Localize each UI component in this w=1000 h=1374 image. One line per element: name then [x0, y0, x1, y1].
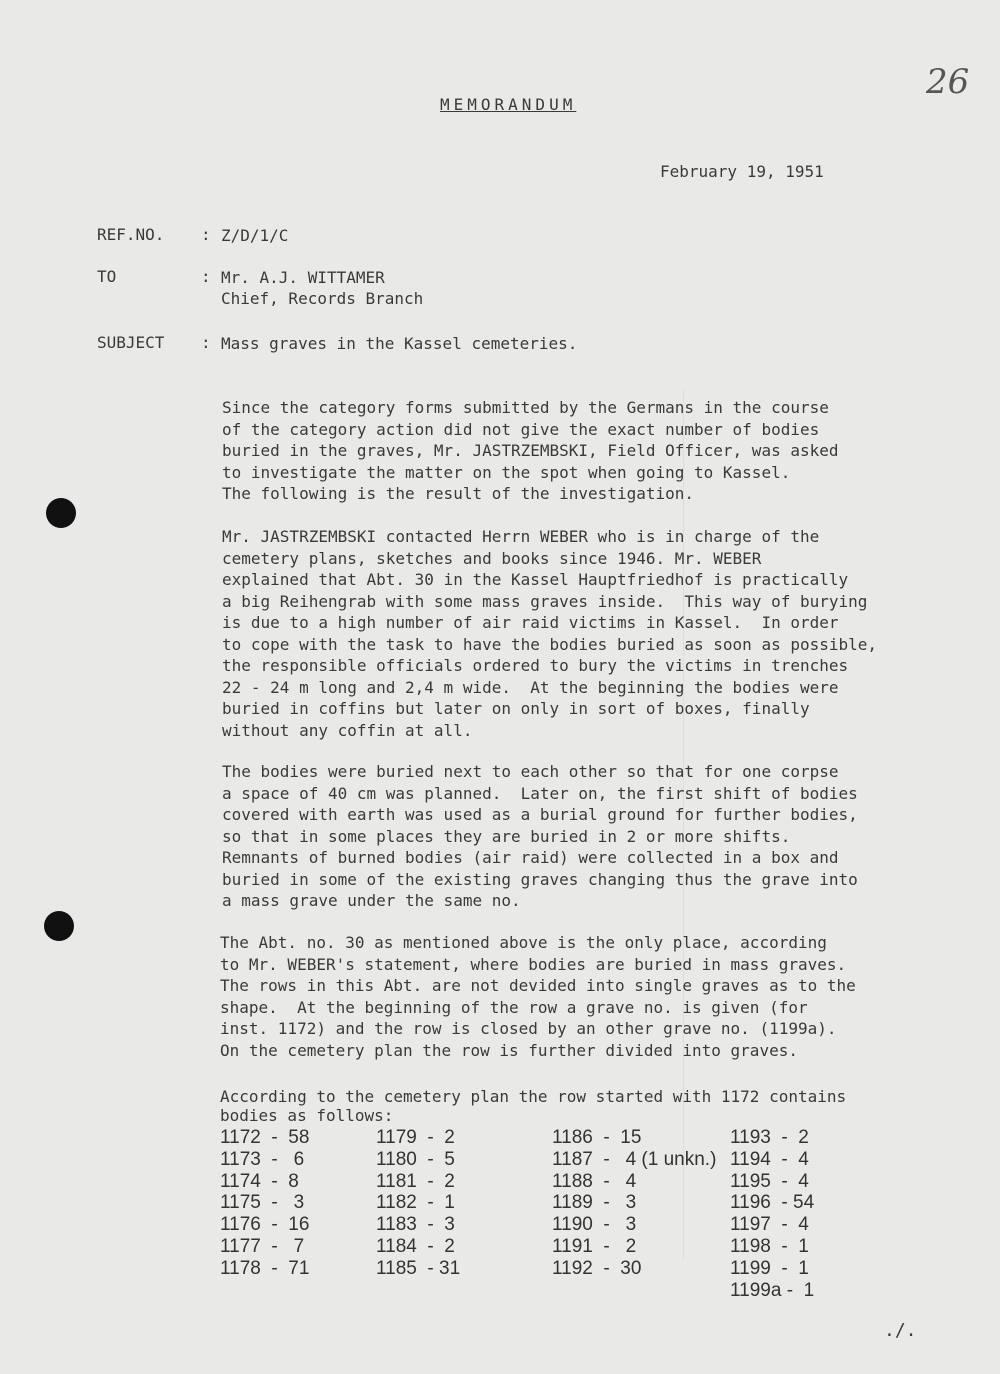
paragraph-1	[222, 397, 942, 505]
para-line: the responsible officials ordered to bury the victims in trenches	[222, 656, 849, 675]
to-value	[221, 267, 423, 309]
table-cell: 1188 - 4	[552, 1170, 637, 1192]
table-column-4	[730, 1127, 814, 1301]
table-cell: 1179 - 2	[376, 1127, 455, 1148]
table-column-3	[552, 1127, 716, 1280]
paragraph-4	[220, 932, 940, 1061]
para-line: Remnants of burned bodies (air raid) were collected in a box and	[222, 848, 839, 867]
table-cell: 1191 - 2	[552, 1235, 637, 1257]
para-line: so that in some places they are buried in 2 or more shifts.	[222, 826, 791, 846]
table-column-2	[376, 1127, 460, 1280]
table-cell: 1189 - 3	[552, 1192, 637, 1214]
table-cell: 1183 - 3	[376, 1214, 455, 1236]
para-line: without any coffin at all.	[222, 720, 473, 740]
para-line: a space of 40 cm was planned. Later on, the first shift of bodies	[222, 783, 858, 803]
table-cell: 1199a - 1	[730, 1279, 815, 1301]
table-cell: 1187 - 4 (1 unkn.)	[552, 1148, 717, 1170]
punch-hole-top	[46, 498, 76, 528]
to-sep: :	[201, 267, 211, 286]
page-number: 26	[926, 62, 970, 102]
table-cell: 1181 - 2	[376, 1170, 455, 1192]
table-cell: 1182 - 1	[376, 1192, 455, 1214]
ref-value: Z/D/1/C	[221, 226, 289, 245]
para-line: to cope with the task to have the bodies buried as soon as possible,	[222, 634, 878, 654]
para-line: The Abt. no. 30 as mentioned above is the only place, according	[220, 933, 827, 952]
table-cell: 1195 - 4	[730, 1170, 809, 1192]
table-cell: 1192 - 30	[552, 1257, 642, 1279]
para-line: The bodies were buried next to each other so that for one corpse	[222, 762, 839, 781]
subject-row	[97, 333, 577, 354]
continuation-mark: ./.	[884, 1320, 917, 1341]
memo-date: February 19, 1951	[660, 162, 824, 181]
para-line: buried in coffins but later on only in sort of boxes, finally	[222, 699, 810, 718]
para-line: to investigate the matter on the spot when going to Kassel.	[222, 462, 791, 482]
para-line: buried in some of the existing graves changing thus the grave into	[222, 869, 858, 889]
table-cell: 1177 - 7	[220, 1235, 305, 1257]
para-line: shape. At the beginning of the row a grave no. is given (for	[220, 997, 808, 1017]
table-cell: 1197 - 4	[730, 1214, 809, 1236]
table-cell: 1199 - 1	[730, 1257, 809, 1279]
table-cell: 1186 - 15	[552, 1127, 642, 1148]
subject-label: SUBJECT	[97, 333, 165, 352]
para-line: a mass grave under the same no.	[222, 891, 521, 910]
table-cell: 1175 - 3	[220, 1192, 305, 1214]
table-cell: 1185 - 31	[376, 1257, 461, 1279]
para-line: The following is the result of the investigation.	[222, 484, 695, 503]
para-line: inst. 1172) and the row is closed by an other grave no. (1199a).	[220, 1019, 837, 1038]
table-cell: 1193 - 2	[730, 1127, 809, 1148]
ref-sep: :	[201, 225, 211, 244]
para-line: of the category action did not give the exact number of bodies	[222, 419, 820, 439]
table-cell: 1184 - 2	[376, 1235, 455, 1257]
table-intro-line: bodies as follows:	[220, 1106, 394, 1125]
para-line: a big Reihengrab with some mass graves inside. This way of burying	[222, 591, 868, 611]
memo-heading: MEMORANDUM	[440, 95, 577, 114]
para-line: covered with earth was used as a burial ground for further bodies,	[222, 805, 858, 824]
paragraph-3	[222, 761, 942, 912]
table-cell: 1174 - 8	[220, 1170, 299, 1192]
table-intro-line: According to the cemetery plan the row started with 1172 contains	[220, 1087, 847, 1106]
table-cell: 1172 - 58	[220, 1127, 310, 1148]
table-intro	[220, 1087, 846, 1125]
table-cell: 1194 - 4	[730, 1148, 809, 1170]
para-line: Since the category forms submitted by the Germans in the course	[222, 398, 829, 417]
table-cell: 1176 - 16	[220, 1214, 310, 1236]
table-cell: 1190 - 3	[552, 1214, 637, 1236]
punch-hole-bottom	[44, 911, 74, 941]
para-line: Mr. JASTRZEMBSKI contacted Herrn WEBER who is in charge of the	[222, 527, 820, 546]
to-row	[97, 267, 423, 309]
para-line: buried in the graves, Mr. JASTRZEMBSKI, Field Officer, was asked	[222, 441, 839, 460]
table-cell: 1178 - 71	[220, 1257, 310, 1279]
para-line: The rows in this Abt. are not devided into single graves as to the	[220, 976, 856, 995]
para-line: is due to a high number of air raid victims in Kassel. In order	[222, 613, 839, 632]
to-name: Mr. A.J. WITTAMER	[221, 268, 385, 287]
table-cell: 1180 - 5	[376, 1148, 455, 1170]
ref-label: REF.NO.	[97, 225, 165, 244]
subject-value: Mass graves in the Kassel cemeteries.	[221, 334, 578, 353]
to-title: Chief, Records Branch	[221, 289, 424, 308]
paragraph-2	[222, 526, 942, 741]
subject-sep: :	[201, 333, 211, 352]
para-line: 22 - 24 m long and 2,4 m wide. At the beginning the bodies were	[222, 677, 839, 697]
para-line: explained that Abt. 30 in the Kassel Hauptfriedhof is practically	[222, 570, 849, 589]
ref-row	[97, 225, 288, 246]
para-line: On the cemetery plan the row is further divided into graves.	[220, 1040, 798, 1060]
table-cell: 1198 - 1	[730, 1235, 809, 1257]
para-line: cemetery plans, sketches and books since 1946. Mr. WEBER	[222, 548, 762, 568]
table-column-1	[220, 1127, 309, 1280]
para-line: to Mr. WEBER's statement, where bodies are buried in mass graves.	[220, 954, 847, 974]
table-cell: 1196 - 54	[730, 1192, 815, 1214]
table-cell: 1173 - 6	[220, 1148, 305, 1170]
to-label: TO	[97, 267, 117, 286]
